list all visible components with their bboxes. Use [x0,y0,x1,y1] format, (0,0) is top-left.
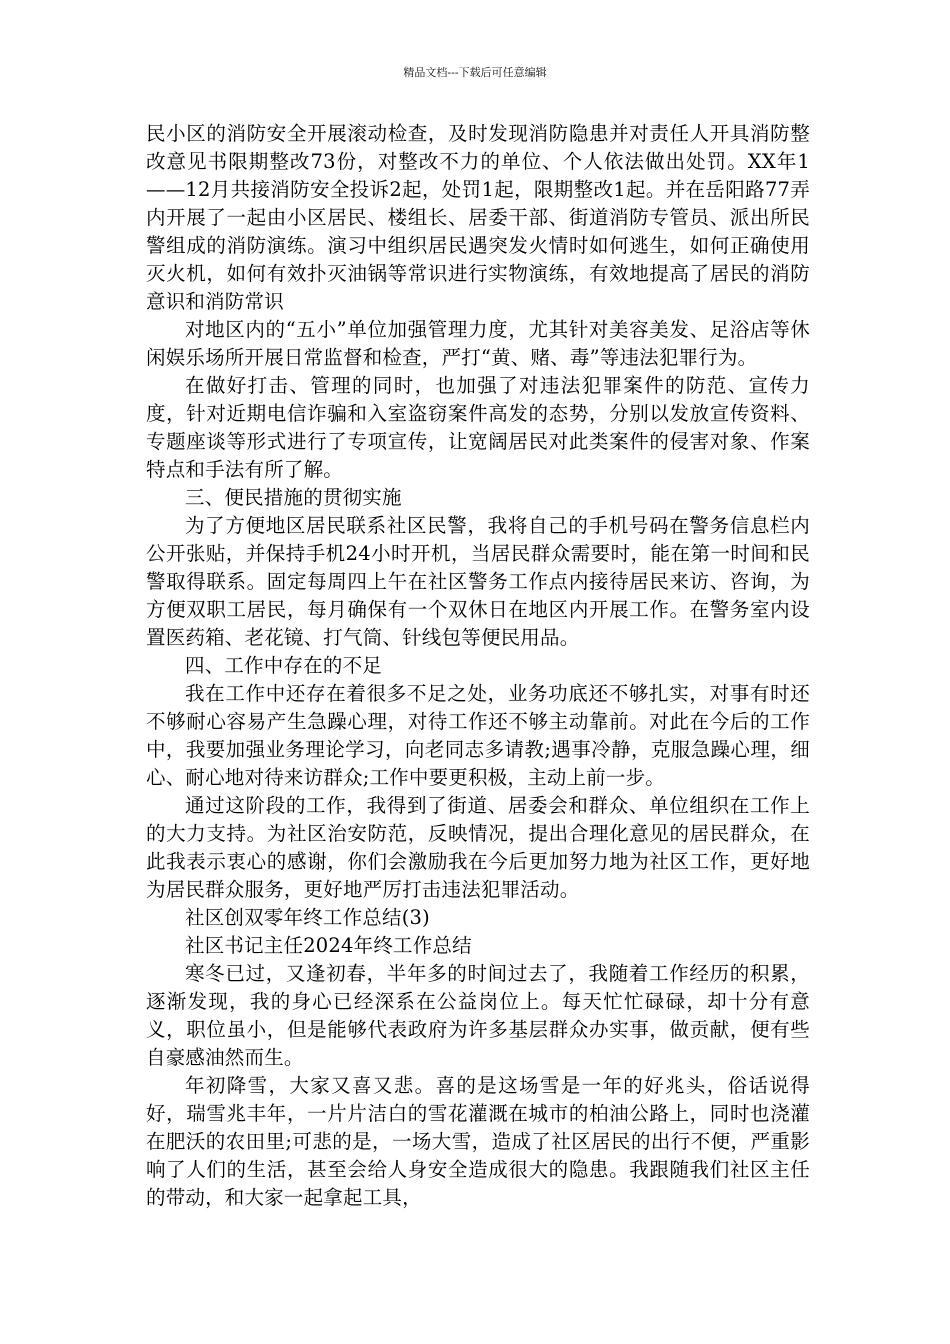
paragraph: 我在工作中还存在着很多不足之处，业务功底还不够扎实，对事有时还不够耐心容易产生急躁心理，对待工作还不够主动靠前。对此在今后的工作中，我要加强业务理论学习，向老同志多请教;遇事冷静，克服急躁心理，细心、耐心地对待来访群众;工作中要更积极，主动上前一步。 [146,682,810,789]
section-heading: 三、便民措施的贯彻实施 [185,486,402,509]
paragraph: 对地区内的“五小”单位加强管理力度，尤其针对美容美发、足浴店等休闲娱乐场所开展日常监督和检查，严打“黄、赌、毒”等违法犯罪行为。 [146,318,810,369]
paragraph: 为了方便地区居民联系社区民警，我将自己的手机号码在警务信息栏内公开张贴，并保持手机24小时开机，当居民群众需要时，能在第一时间和民警取得联系。固定每周四上午在社区警务工作点内接待居民来访、咨询，为方便双职工居民，每月确保有一个双休日在地区内开展工作。在警务室内设置医药箱、老花镜、打气筒、针线包等便民用品。 [146,514,810,649]
paragraph: 在做好打击、管理的同时，也加强了对违法犯罪案件的防范、宣传力度，针对近期电信诈骗和入室盗窃案件高发的态势，分别以发放宣传资料、专题座谈等形式进行了专项宣传，让宽阔居民对此类案件的侵害对象、作案特点和手法有所了解。 [146,374,810,481]
paragraph: 寒冬已过，又逢初春，半年多的时间过去了，我随着工作经历的积累，逐渐发现，我的身心已经深系在公益岗位上。每天忙忙碌碌，却十分有意义，职位虽小，但是能够代表政府为许多基层群众办实事，做贡献，便有些自豪感油然而生。 [146,962,810,1069]
page-header: 精品文档---下载后可任意编辑 [403,66,547,79]
paragraph: 通过这阶段的工作，我得到了街道、居委会和群众、单位组织在工作上的大力支持。为社区治安防范，反映情况，提出合理化意见的居民群众，在此我表示衷心的感谢，你们会激励我在今后更加努力地为社区工作，更好地为居民群众服务，更好地严厉打击违法犯罪活动。 [146,794,810,901]
document-body [146,120,810,1212]
document-title: 社区创双零年终工作总结(3) [185,906,430,929]
document-subtitle: 社区书记主任2024年终工作总结 [185,934,472,957]
paragraph: 年初降雪，大家又喜又悲。喜的是这场雪是一年的好兆头，俗话说得好，瑞雪兆丰年，一片片洁白的雪花灌溉在城市的柏油公路上，同时也浇灌在肥沃的农田里;可悲的是，一场大雪，造成了社区居民的出行不便，严重影响了人们的生活，甚至会给人身安全造成很大的隐患。我跟随我们社区主任的带动，和大家一起拿起工具， [146,1074,810,1209]
section-heading: 四、工作中存在的不足 [185,654,383,677]
paragraph: 民小区的消防安全开展滚动检查，及时发现消防隐患并对责任人开具消防整改意见书限期整改73份，对整改不力的单位、个人依法做出处罚。XX年1——12月共接消防安全投诉2起，处罚1起，限期整改1起。并在岳阳路77弄内开展了一起由小区居民、楼组长、居委干部、街道消防专管员、派出所民警组成的消防演练。演习中组织居民遇突发火情时如何逃生，如何正确使用灭火机，如何有效扑灭油锅等常识进行实物演练，有效地提高了居民的消防意识和消防常识 [146,122,810,313]
